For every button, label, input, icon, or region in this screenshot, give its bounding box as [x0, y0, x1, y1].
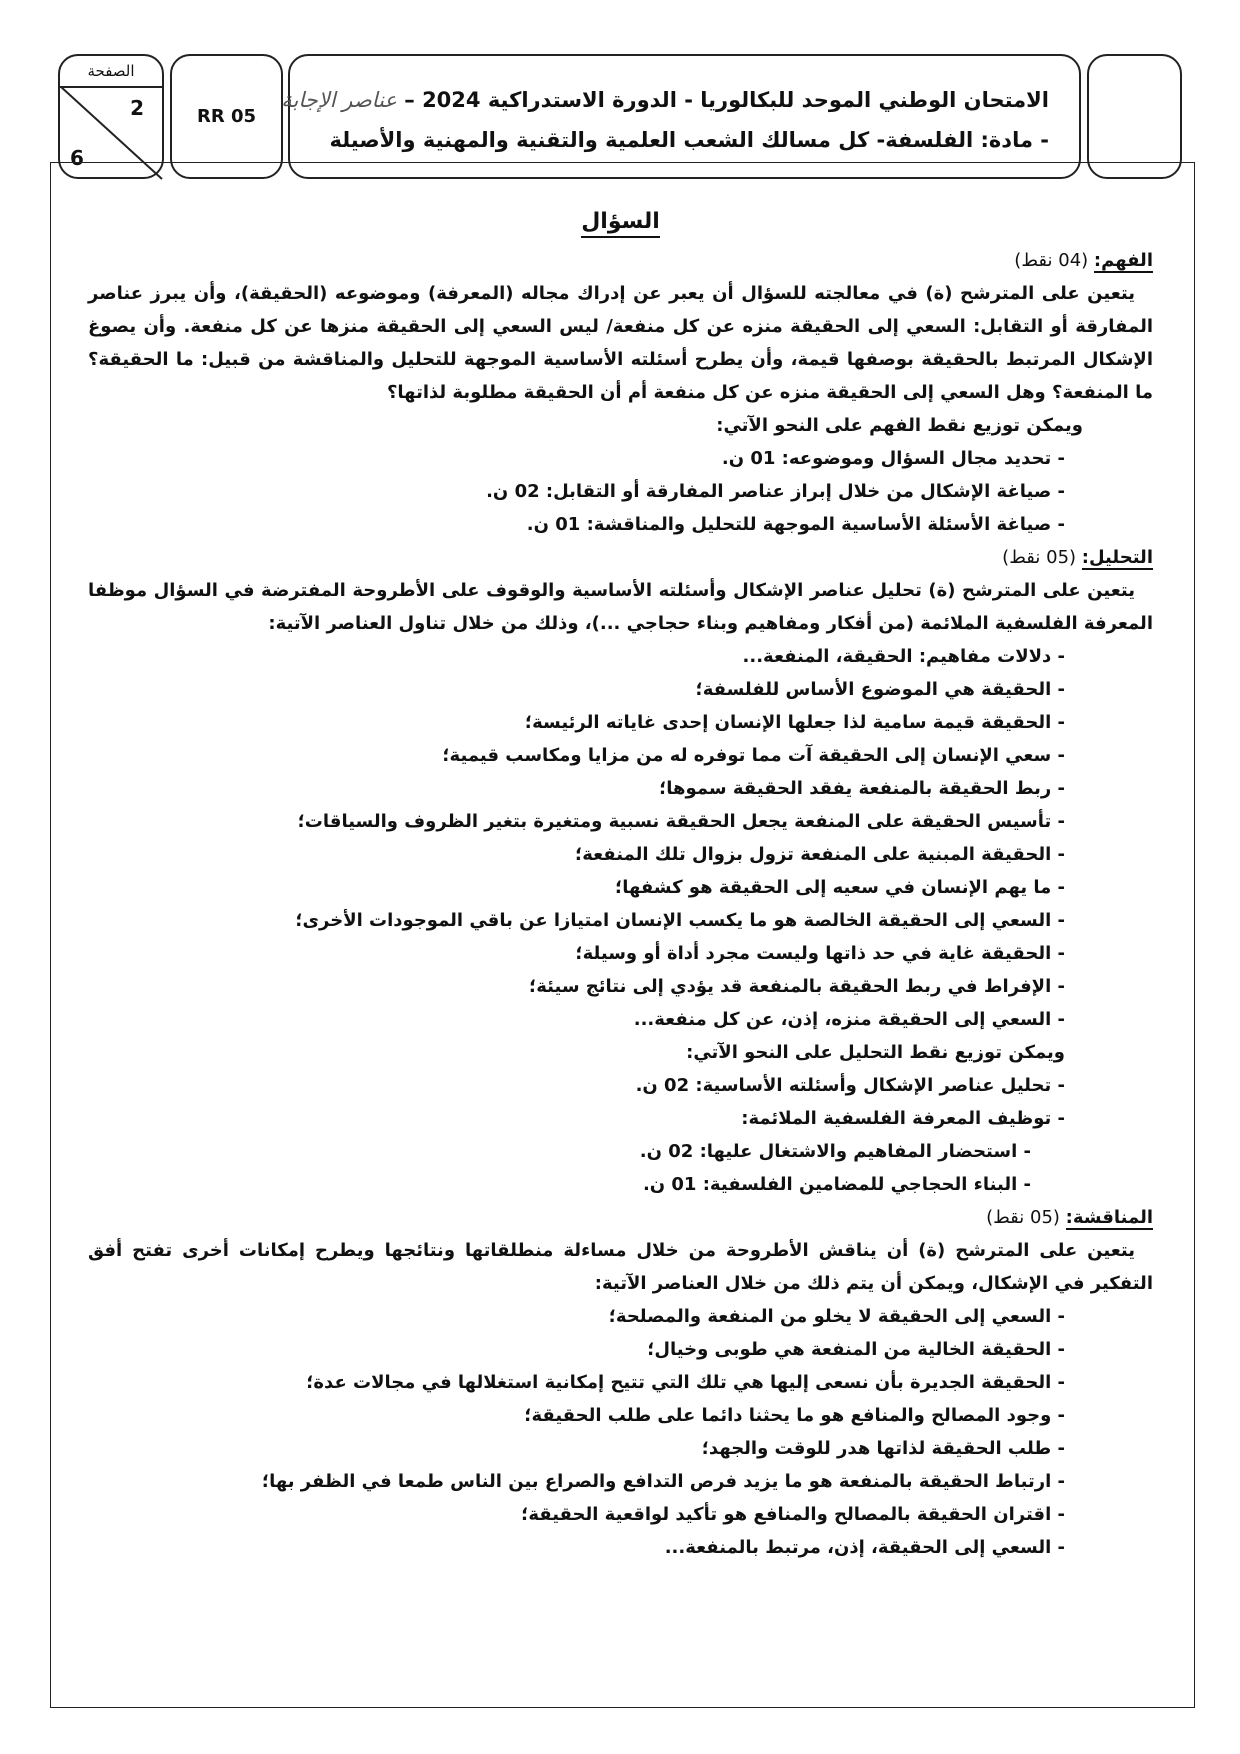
list-sub-item: - البناء الحجاجي للمضامين الفلسفية: 01 ن. — [642, 1174, 1031, 1195]
section-munaqasha-name: المناقشة: — [1065, 1207, 1153, 1228]
list-item: - الحقيقة قيمة سامية لذا جعلها الإنسان إحدى غاياته الرئيسة؛ — [524, 712, 1065, 733]
tahlil-distribution-intro: ويمكن توزيع نقط التحليل على النحو الآتي: — [686, 1042, 1065, 1063]
question-title: السؤال — [88, 204, 1153, 244]
list-item: - الحقيقة الجديرة بأن نسعى إليها هي تلك التي تتيح إمكانية استغلالها في مجالات عدة؛ — [306, 1372, 1065, 1393]
fahm-distribution-intro: ويمكن توزيع نقط الفهم على النحو الآتي: — [716, 415, 1083, 436]
exam-title-main: الامتحان الوطني الموحد للبكالوريا - الدورة الاستدراكية 2024 – — [396, 88, 1049, 112]
list-item: - الحقيقة الخالية من المنفعة هي طوبى وخيال؛ — [647, 1339, 1065, 1360]
exam-title-suffix: عناصر الإجابة — [281, 88, 397, 112]
page-number-box — [58, 54, 164, 179]
section-munaqasha-paragraph: يتعين على المترشح (ة) أن يناقش الأطروحة من خلال مساءلة منطلقاتها ونتائجها ويطرح إمكانات أخرى تفتح أفق التفكير في الإشكال، ويمكن أن يتم ذلك من خلال العناصر الآتية: — [88, 1240, 1153, 1294]
section-fahm-name: الفهم: — [1093, 250, 1153, 271]
list-item: - السعي إلى الحقيقة منزه، إذن، عن كل منفعة... — [633, 1009, 1065, 1030]
list-item: - السعي إلى الحقيقة الخالصة هو ما يكسب الإنسان امتيازا عن باقي الموجودات الأخرى؛ — [295, 910, 1065, 931]
exam-code: RR 05 — [196, 106, 257, 127]
list-item: - صياغة الإشكال من خلال إبراز عناصر المفارقة أو التقابل: 02 ن. — [486, 481, 1065, 502]
section-fahm-points: (04 نقط) — [1014, 250, 1094, 271]
content — [88, 204, 1153, 1564]
page-current: 2 — [130, 96, 144, 120]
exam-code-box — [170, 54, 283, 179]
section-tahlil-heading — [88, 541, 1153, 574]
exam-title-line1 — [281, 88, 1049, 112]
list-item: - سعي الإنسان إلى الحقيقة آت مما توفره له من مزايا ومكاسب قيمية؛ — [442, 745, 1065, 766]
list-item: - تأسيس الحقيقة على المنفعة يجعل الحقيقة نسبية ومتغيرة بتغير الظروف والسياقات؛ — [297, 811, 1065, 832]
page-total: 6 — [70, 146, 84, 170]
list-item: - ربط الحقيقة بالمنفعة يفقد الحقيقة سموها؛ — [659, 778, 1065, 799]
list-item: - دلالات مفاهيم: الحقيقة، المنفعة... — [742, 646, 1065, 667]
list-sub-item: - استحضار المفاهيم والاشتغال عليها: 02 ن. — [639, 1141, 1031, 1162]
list-item: - ما يهم الإنسان في سعيه إلى الحقيقة هو كشفها؛ — [615, 877, 1065, 898]
list-item: - الحقيقة غاية في حد ذاتها وليست مجرد أداة أو وسيلة؛ — [575, 943, 1065, 964]
list-item: - طلب الحقيقة لذاتها هدر للوقت والجهد؛ — [701, 1438, 1065, 1459]
list-item: - السعي إلى الحقيقة، إذن، مرتبط بالمنفعة... — [664, 1537, 1065, 1558]
section-munaqasha-points: (05 نقط) — [986, 1207, 1066, 1228]
header-right-box — [1087, 54, 1182, 179]
section-fahm-heading — [88, 244, 1153, 277]
section-munaqasha-heading — [88, 1201, 1153, 1234]
list-item: - ارتباط الحقيقة بالمنفعة هو ما يزيد فرص التدافع والصراع بين الناس طمعا في الظفر بها؛ — [261, 1471, 1065, 1492]
section-fahm-paragraph: يتعين على المترشح (ة) في معالجته للسؤال أن يعبر عن إدراك مجاله (المعرفة) وموضوعه (الحقيقة)، وأن يبرز عناصر المفارقة أو التقابل: السعي إلى الحقيقة منزه عن كل منفعة/ ليس السعي إلى الحقيقة منزها عن كل منفعة. وأن يصوغ الإشكال المرتبط بالحقيقة بوصفها قيمة، وأن يطرح أسئلته الأساسية الموجهة للتحليل والمناقشة من قبيل: ما الحقيقة؟ ما المنفعة؟ وهل السعي إلى الحقيقة منزه عن كل منفعة أم أن الحقيقة مطلوبة لذاتها؟ — [88, 283, 1153, 403]
section-tahlil-paragraph: يتعين على المترشح (ة) تحليل عناصر الإشكال وأسئلته الأساسية والوقوف على الأطروحة المفترضة في السؤال موظفا المعرفة الفلسفية الملائمة (من أفكار ومفاهيم وبناء حجاجي ...)، وذلك من خلال تناول العناصر الآتية: — [88, 580, 1153, 634]
exam-title-box — [281, 54, 1081, 179]
list-item: - تحليل عناصر الإشكال وأسئلته الأساسية: 02 ن. — [635, 1075, 1065, 1096]
exam-title-line2: - مادة: الفلسفة- كل مسالك الشعب العلمية والتقنية والمهنية والأصيلة — [329, 128, 1049, 152]
section-tahlil-points: (05 نقط) — [1002, 547, 1082, 568]
section-tahlil-name: التحليل: — [1081, 547, 1153, 568]
list-item: - السعي إلى الحقيقة لا يخلو من المنفعة والمصلحة؛ — [608, 1306, 1065, 1327]
page-label: الصفحة — [87, 62, 135, 80]
list-item: - اقتران الحقيقة بالمصالح والمنافع هو تأكيد لواقعية الحقيقة؛ — [521, 1504, 1065, 1525]
list-item: - الحقيقة هي الموضوع الأساس للفلسفة؛ — [695, 679, 1065, 700]
list-item: - الإفراط في ربط الحقيقة بالمنفعة قد يؤدي إلى نتائج سيئة؛ — [529, 976, 1065, 997]
list-item: - صياغة الأسئلة الأساسية الموجهة للتحليل والمناقشة: 01 ن. — [526, 514, 1065, 535]
list-item: - تحديد مجال السؤال وموضوعه: 01 ن. — [721, 448, 1065, 469]
list-item: - الحقيقة المبنية على المنفعة تزول بزوال تلك المنفعة؛ — [575, 844, 1065, 865]
list-item: - توظيف المعرفة الفلسفية الملائمة: — [741, 1108, 1065, 1129]
list-item: - وجود المصالح والمنافع هو ما يحثنا دائما على طلب الحقيقة؛ — [524, 1405, 1065, 1426]
